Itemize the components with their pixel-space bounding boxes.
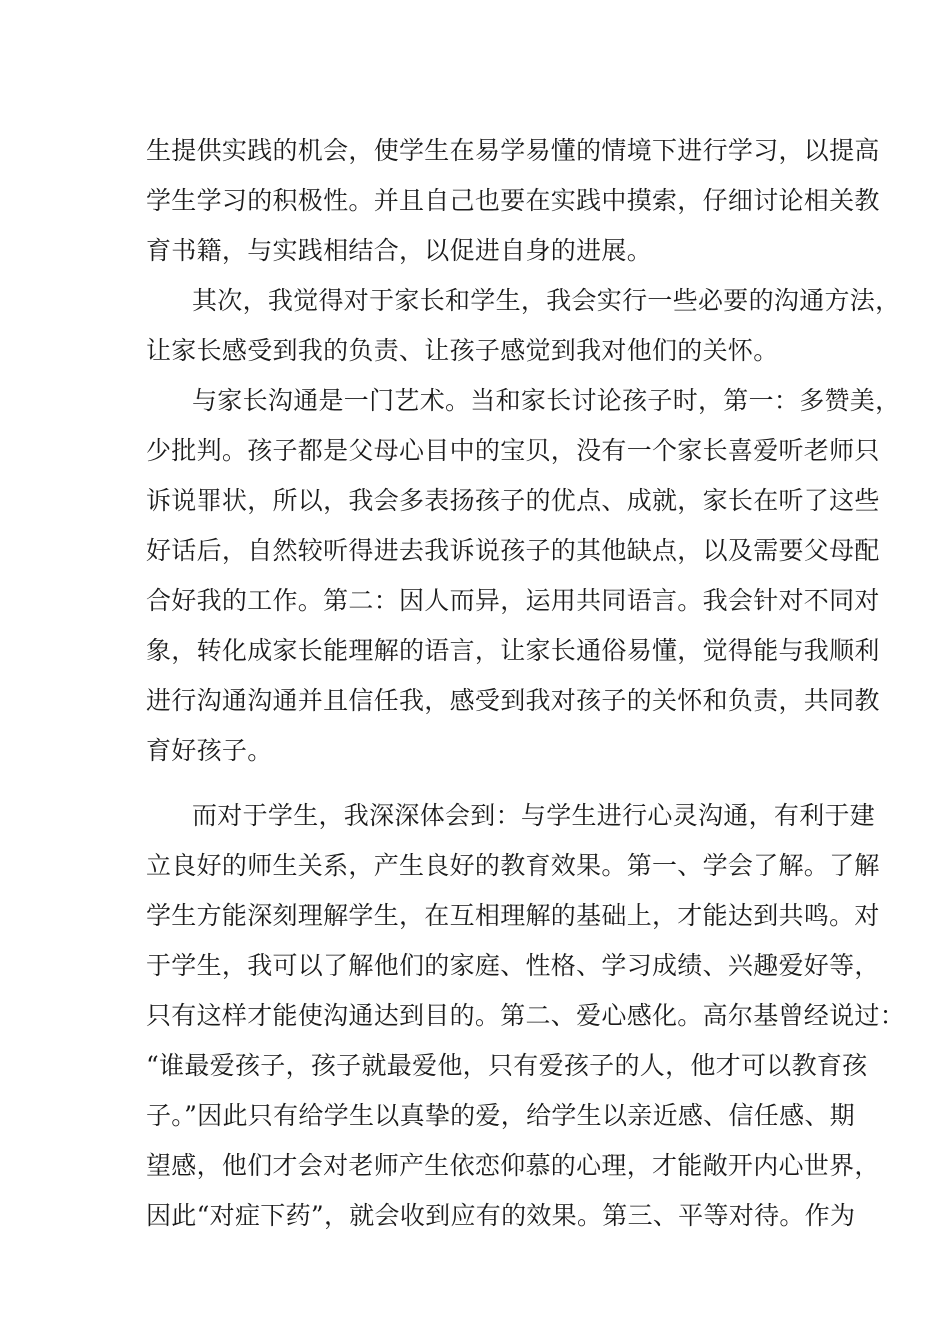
text-line: 育好孩子。 [146,736,273,765]
text-line: 子。”因此只有给学生以真挚的爱，给学生以亲近感、信任感、期 [146,1101,855,1130]
text-line: 生提供实践的机会，使学生在易学易懂的情境下进行学习，以提高 [146,136,880,165]
text-line: 好话后，自然较听得进去我诉说孩子的其他缺点，以及需要父母配 [146,536,880,565]
text-line: 合好我的工作。第二：因人而异，运用共同语言。我会针对不同对 [146,586,880,615]
text-line: “谁最爱孩子，孩子就最爱他，只有爱孩子的人，他才可以教育孩 [146,1051,868,1080]
text-line: 育书籍，与实践相结合，以促进自身的进展。 [146,236,653,265]
text-line: 立良好的师生关系，产生良好的教育效果。第一、学会了解。了解 [146,851,880,880]
paragraph-start-line: 与家长沟通是一门艺术。当和家长讨论孩子时，第一：多赞美， [192,386,901,415]
text-line: 于学生，我可以了解他们的家庭、性格、学习成绩、兴趣爱好等， [146,951,880,980]
text-line: 让家长感受到我的负责、让孩子感觉到我对他们的关怀。 [146,336,779,365]
text-line: 只有这样才能使沟通达到目的。第二、爱心感化。高尔基曾经说过： [146,1001,906,1030]
text-line: 进行沟通沟通并且信任我，感受到我对孩子的关怀和负责，共同教 [146,686,880,715]
text-line: 诉说罪状，所以，我会多表扬孩子的优点、成就，家长在听了这些 [146,486,880,515]
text-line: 象，转化成家长能理解的语言，让家长通俗易懂，觉得能与我顺利 [146,636,880,665]
text-line: 学生学习的积极性。并且自己也要在实践中摸索，仔细讨论相关教 [146,186,880,215]
text-line: 少批判。孩子都是父母心目中的宝贝，没有一个家长喜爱听老师只 [146,436,880,465]
text-line: 因此“对症下药”，就会收到应有的效果。第三、平等对待。作为 [146,1201,856,1230]
paragraph-start-line: 而对于学生，我深深体会到：与学生进行心灵沟通，有利于建 [192,801,876,830]
text-line: 望感，他们才会对老师产生依恋仰慕的心理，才能敞开内心世界， [146,1151,880,1180]
paragraph-start-line: 其次，我觉得对于家长和学生，我会实行一些必要的沟通方法， [192,286,901,315]
text-line: 学生方能深刻理解学生，在互相理解的基础上，才能达到共鸣。对 [146,901,880,930]
